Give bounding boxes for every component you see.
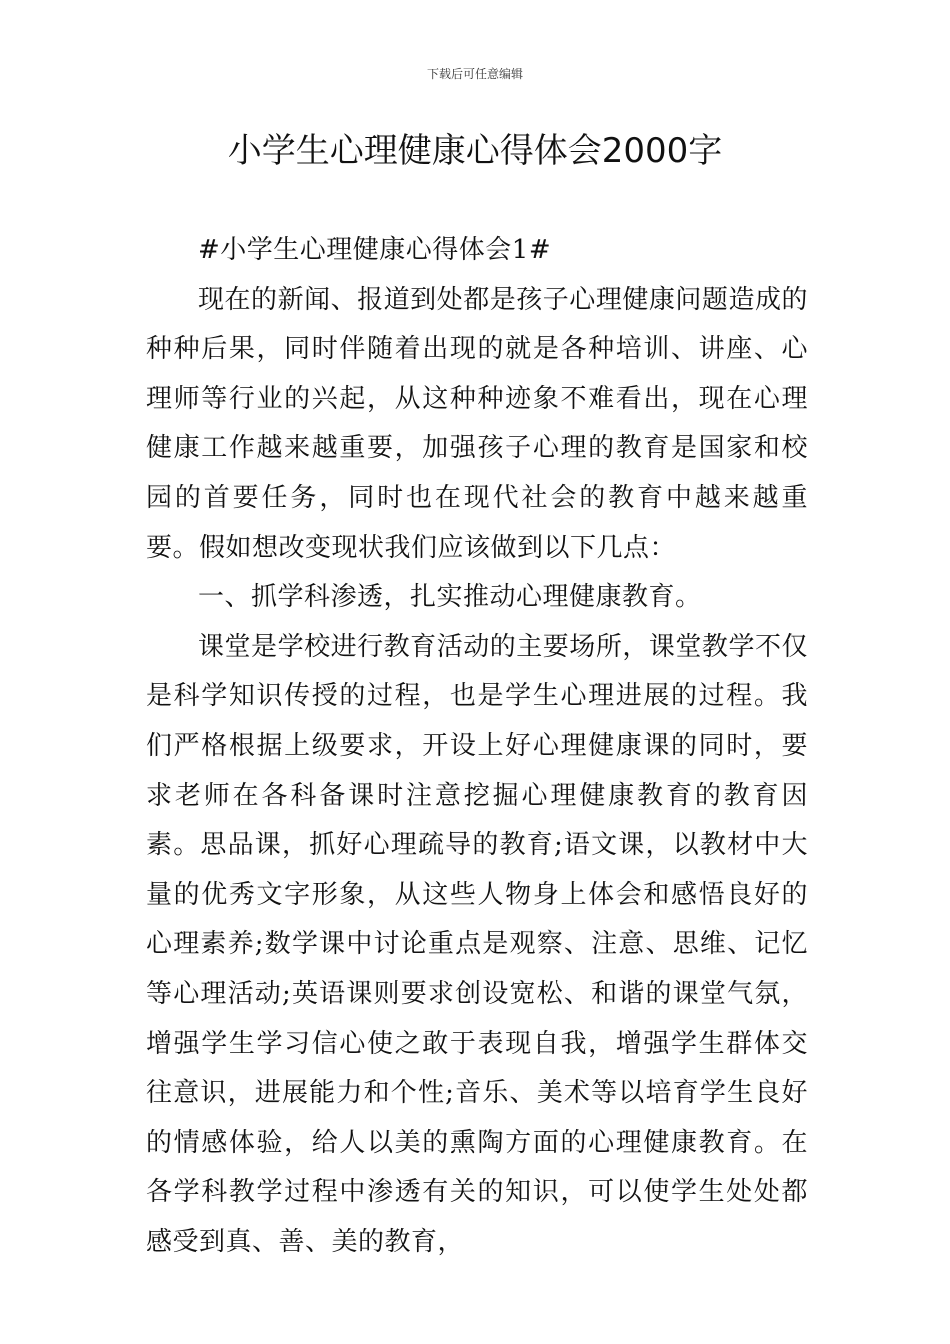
section-heading: #小学生心理健康心得体会1# [198, 235, 552, 265]
body-paragraph: 现在的新闻、报道到处都是孩子心理健康问题造成的种种后果，同时伴随着出现的就是各种培训、讲座、心理师等行业的兴起，从这种种迹象不难看出，现在心理健康工作越来越重要，加强孩子心理的教育是国家和校园的首要任务，同时也在现代社会的教育中越来越重要。假如想改变现状我们应该做到以下几点： [146, 284, 808, 563]
body-paragraph: 课堂是学校进行教育活动的主要场所，课堂教学不仅是科学知识传授的过程，也是学生心理进展的过程。我们严格根据上级要求，开设上好心理健康课的同时，要求老师在各科备课时注意挖掘心理健康教育的教育因素。思品课，抓好心理疏导的教育;语文课，以教材中大量的优秀文字形象，从这些人物身上体会和感悟良好的心理素养;数学课中讨论重点是观察、注意、思维、记忆等心理活动;英语课则要求创设宽松、和谐的课堂气氛，增强学生学习信心使之敢于表现自我，增强学生群体交往意识，进展能力和个性;音乐、美术等以培育学生良好的情感体验，给人以美的熏陶方面的心理健康教育。在各学科教学过程中渗透有关的知识，可以使学生处处都感受到真、善、美的教育， [146, 631, 808, 1257]
header-note: 下载后可任意编辑 [426, 67, 523, 81]
document-body [146, 226, 808, 1267]
document-title: 小学生心理健康心得体会2000字 [227, 131, 723, 171]
subsection-heading: 一、抓学科渗透，扎实推动心理健康教育。 [198, 582, 702, 613]
